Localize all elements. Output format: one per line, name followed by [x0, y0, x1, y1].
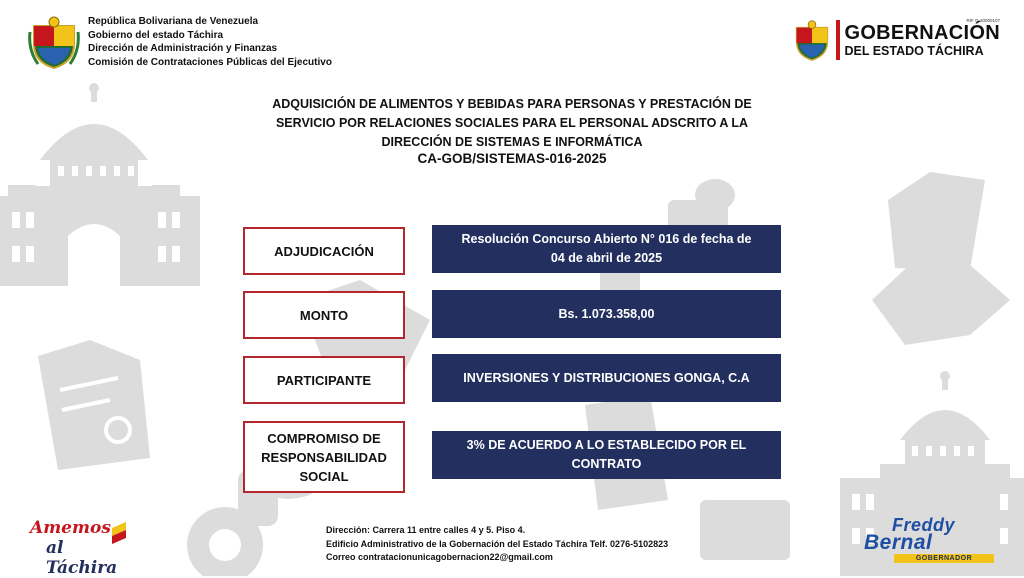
coat-of-arms-icon [28, 14, 80, 70]
amemos-line1: Amemos [30, 518, 111, 538]
label-monto: MONTO [243, 291, 405, 339]
amemos-tachira-logo [30, 516, 130, 578]
footer-line: Correo contratacionunicagobernacion22@gmail.com [326, 552, 553, 562]
institution-line: República Bolivariana de Venezuela [88, 16, 259, 27]
gobernacion-logo [844, 17, 1000, 58]
header-left [28, 14, 332, 70]
coat-of-arms-icon [792, 18, 832, 62]
institution-lines [88, 15, 332, 69]
value-line: CONTRATO [571, 457, 642, 471]
gobernacion-title: GOBERNACIÓN [844, 21, 1000, 44]
institution-line: Dirección de Administración y Finanzas [88, 43, 278, 54]
header-right [792, 18, 1000, 62]
freddy-line1: Freddy [892, 515, 956, 535]
document-code: CA-GOB/SISTEMAS-016-2025 [417, 151, 607, 166]
footer-contact [326, 524, 668, 565]
value-line: 3% DE ACUERDO A LO ESTABLECIDO POR EL [466, 438, 747, 452]
value-line: 04 de abril de 2025 [550, 251, 663, 265]
label-line: RESPONSABILIDAD [261, 449, 387, 465]
footer-line: Edificio Administrativo de la Gobernación del Estado Táchira Telf. 0276-5102823 [326, 538, 669, 549]
institution-line: Comisión de Contrataciones Públicas del Ejecutivo [88, 56, 332, 68]
title-line: ADQUISICIÓN DE ALIMENTOS Y BEBIDAS PARA PERSONAS Y PRESTACIÓN DE [272, 97, 752, 111]
footer-line: Dirección: Carrera 11 entre calles 4 y 5. Piso 4. [326, 525, 526, 535]
value-participante: INVERSIONES Y DISTRIBUCIONES GONGA, C.A [432, 354, 781, 402]
value-line: Resolución Concurso Abierto N° 016 de fecha de [461, 232, 752, 246]
flag-icon [112, 522, 126, 544]
label-adjudicacion: ADJUDICACIÓN [243, 227, 405, 275]
freddy-bernal-logo [858, 515, 1000, 565]
label-participante: PARTICIPANTE [243, 356, 405, 404]
divider [836, 20, 840, 60]
handshake-icon [872, 255, 1010, 345]
institution-line: Gobierno del estado Táchira [88, 29, 224, 41]
rif-text: RIF G-20000107 [966, 17, 1000, 23]
gobernacion-subtitle: DEL ESTADO TÁCHIRA [844, 43, 984, 58]
value-adjudicacion [432, 225, 781, 273]
title-line: DIRECCIÓN DE SISTEMAS E INFORMÁTICA [381, 135, 643, 149]
label-line: COMPROMISO DE [267, 430, 381, 446]
label-compromiso [243, 421, 405, 493]
document-icon [888, 172, 985, 270]
freddy-line2: Bernal [864, 531, 933, 554]
freddy-role: GOBERNADOR [894, 554, 994, 563]
label-line: SOCIAL [299, 468, 349, 484]
amemos-line2: al Táchira [46, 538, 118, 578]
value-monto: Bs. 1.073.358,00 [432, 290, 781, 338]
value-compromiso [432, 431, 781, 479]
document-title [262, 95, 762, 152]
title-line: SERVICIO POR RELACIONES SOCIALES PARA EL PERSONAL ADSCRITO A LA [275, 116, 749, 130]
